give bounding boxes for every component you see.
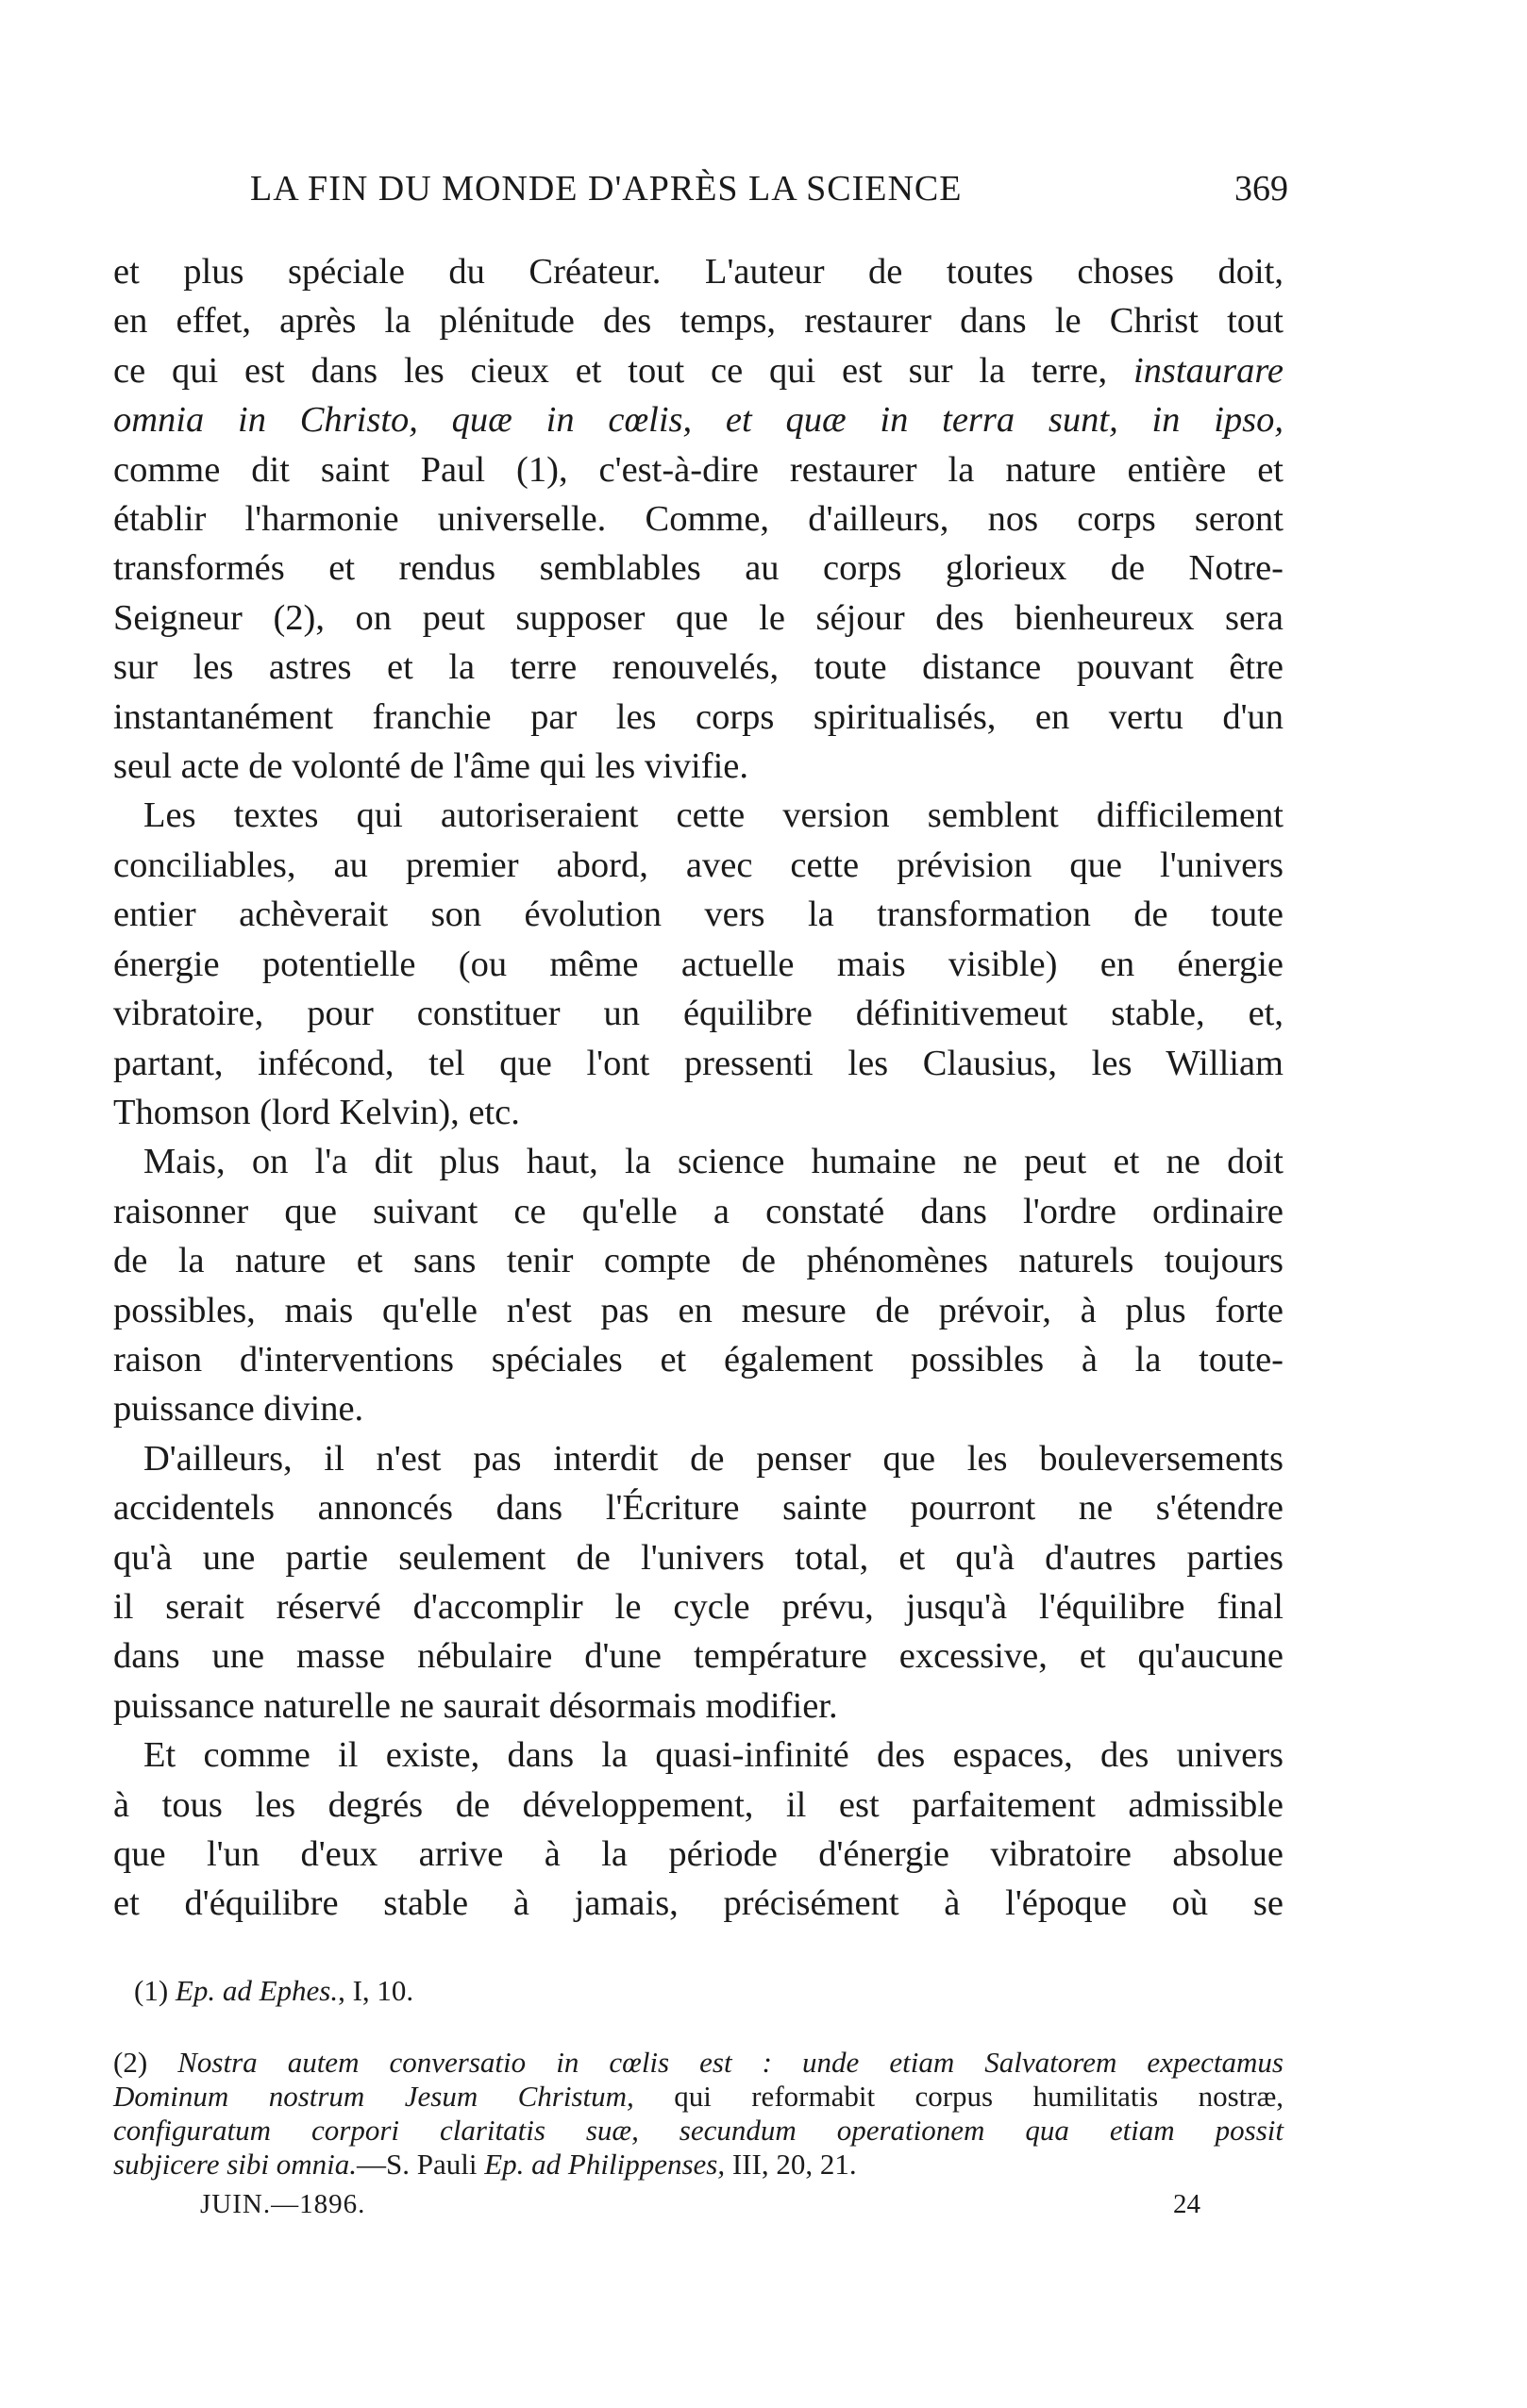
footnote-1-mark: (1)	[134, 1974, 169, 2007]
footnote-1-location: , I, 10.	[338, 1974, 414, 2007]
text-line: vibratoire, pour constituer un équilibre définitivemeut stable, et,	[113, 994, 1284, 1034]
running-title: LA FIN DU MONDE D'APRÈS LA SCIENCE	[250, 169, 963, 209]
footnote-2-location: III, 20, 21.	[725, 2148, 857, 2181]
footnote-2-line	[113, 2080, 1284, 2114]
footnote-1-reference: Ep. ad Ephes.	[175, 1974, 339, 2007]
text-line: que l'un d'eux arrive à la période d'énergie vibratoire absolue	[113, 1834, 1284, 1874]
text-line: à tous les degrés de développement, il est parfaitement admissible	[113, 1784, 1284, 1825]
printer-signature	[200, 2189, 1200, 2227]
text-line: raisonner que suivant ce qu'elle a constaté dans l'ordre ordinaire	[113, 1191, 1284, 1231]
footnotes	[113, 1972, 1284, 2182]
issue-date: JUIN.—1896.	[200, 2189, 366, 2219]
paragraph-start-line: Mais, on l'a dit plus haut, la science humaine ne peut et ne doit	[143, 1142, 1284, 1182]
text-line: comme dit saint Paul (1), c'est-à-dire restaurer la nature entière et	[113, 449, 1284, 490]
text-line: qu'à une partie seulement de l'univers total, et qu'à d'autres parties	[113, 1537, 1284, 1578]
page-number: 369	[1234, 169, 1288, 209]
footnote-2-quote: Dominum nostrum Jesum Christum,	[113, 2080, 634, 2113]
paragraph-start-line: Les textes qui autoriseraient cette version semblent difficilement	[143, 795, 1284, 836]
text-line: de la nature et sans tenir compte de phénomènes naturels toujours	[113, 1241, 1284, 1281]
text-line: et plus spéciale du Créateur. L'auteur de toutes choses doit,	[113, 252, 1284, 292]
paragraph-start-line: D'ailleurs, il n'est pas interdit de penser que les bouleversements	[143, 1438, 1284, 1479]
text-line: raison d'interventions spéciales et également possibles à la toute-	[113, 1339, 1284, 1380]
text-line: énergie potentielle (ou même actuelle mais visible) en énergie	[113, 944, 1284, 984]
text-line: transformés et rendus semblables au corps glorieux de Notre-	[113, 548, 1284, 589]
text-line: puissance naturelle ne saurait désormais modifier.	[113, 1685, 838, 1726]
footnote-2-quote: Nostra autem conversatio in cœlis est : unde etiam Salvatorem expectamus	[177, 2046, 1284, 2079]
running-header	[250, 168, 1288, 215]
text-line: en effet, après la plénitude des temps, restaurer dans le Christ tout	[113, 301, 1284, 342]
text-line: puissance divine.	[113, 1389, 364, 1430]
latin-quote-line: omnia in Christo, quæ in cœlis, et quæ in terra sunt, in ipso,	[113, 400, 1284, 441]
text-line: Seigneur (2), on peut supposer que le séjour des bienheureux sera	[113, 597, 1284, 638]
text-line: seul acte de volonté de l'âme qui les vivifie.	[113, 746, 748, 787]
text-line-segment: ce qui est dans les cieux et tout ce qui est sur la terre,	[113, 350, 1108, 391]
footnote-2-text: qui reformabit corpus humilitatis nostræ,	[633, 2080, 1284, 2113]
text-line: et d'équilibre stable à jamais, précisément à l'époque où se	[113, 1883, 1284, 1924]
text-line: sur les astres et la terre renouvelés, toute distance pouvant être	[113, 647, 1284, 688]
body-text	[113, 247, 1284, 1929]
footnote-2	[113, 2046, 1284, 2182]
footnote-2-quote-line: configuratum corpori claritatis suæ, secundum operationem qua etiam possit	[113, 2114, 1284, 2147]
signature-number: 24	[1173, 2189, 1200, 2219]
footnote-2-line	[113, 2148, 1284, 2182]
text-line: possibles, mais qu'elle n'est pas en mesure de prévoir, à plus forte	[113, 1290, 1284, 1330]
text-line: il serait réservé d'accomplir le cycle prévu, jusqu'à l'équilibre final	[113, 1586, 1284, 1627]
text-line: entier achèverait son évolution vers la transformation de toute	[113, 895, 1284, 935]
text-line: instantanément franchie par les corps spiritualisés, en vertu d'un	[113, 696, 1284, 737]
text-line	[113, 346, 1284, 395]
text-line: Thomson (lord Kelvin), etc.	[113, 1092, 520, 1132]
footnote-2-mark: (2)	[113, 2046, 148, 2079]
text-line: conciliables, au premier abord, avec cette prévision que l'univers	[113, 844, 1284, 885]
paragraph-start-line: Et comme il existe, dans la quasi-infinité des espaces, des univers	[143, 1735, 1284, 1776]
footnote-2-source: Ep. ad Philippenses,	[484, 2148, 726, 2181]
footnote-1	[113, 1972, 1284, 2010]
text-line: accidentels annoncés dans l'Écriture sainte pourront ne s'étendre	[113, 1488, 1284, 1529]
footnote-2-author: —S. Pauli	[357, 2148, 485, 2181]
footnote-2-quote: subjicere sibi omnia.	[113, 2148, 358, 2181]
latin-quote: instaurare	[1133, 350, 1284, 391]
text-line: dans une masse nébulaire d'une température excessive, et qu'aucune	[113, 1636, 1284, 1677]
text-line: établir l'harmonie universelle. Comme, d'ailleurs, nos corps seront	[113, 499, 1284, 540]
text-line: partant, infécond, tel que l'ont pressenti les Clausius, les William	[113, 1043, 1284, 1083]
footnote-2-line	[113, 2046, 1284, 2080]
